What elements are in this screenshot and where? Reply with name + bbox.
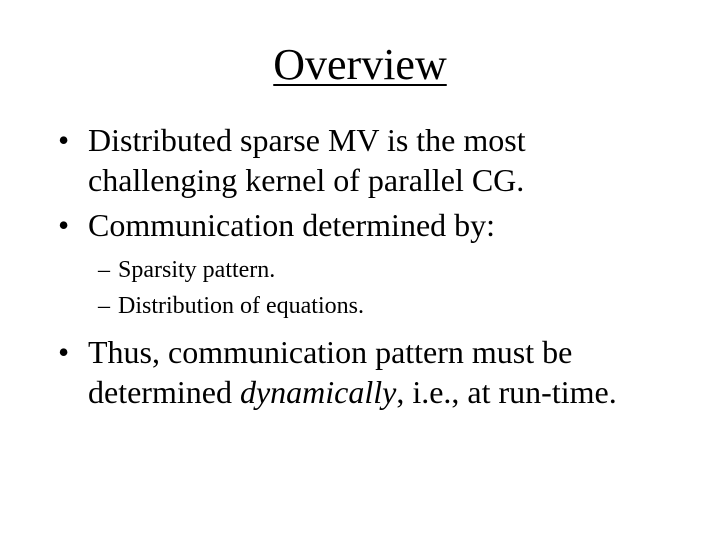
- bullet-line: Distributed sparse MV is the most: [88, 122, 526, 158]
- bullet-line: Communication determined by:: [88, 207, 496, 243]
- bullet-marker: •: [58, 122, 70, 158]
- bullet-text: [88, 205, 688, 245]
- sub-bullet-marker: –: [98, 293, 110, 319]
- bullet-text-segment: , i.e., at run-time.: [396, 374, 617, 410]
- bullet-marker: •: [58, 334, 70, 370]
- sub-bullet-text: Distribution of equations.: [118, 293, 364, 319]
- bullet-line: [88, 372, 688, 412]
- bullet-text: [88, 120, 688, 200]
- bullet-marker: •: [58, 207, 70, 243]
- bullet-text-segment: determined: [88, 374, 240, 410]
- bullet-line: challenging kernel of parallel CG.: [88, 162, 525, 198]
- slide-title: Overview: [273, 40, 447, 89]
- sub-bullet-marker: –: [98, 257, 110, 283]
- bullet-line: Thus, communication pattern must be: [88, 334, 573, 370]
- emphasized-text: dynamically: [239, 374, 397, 410]
- sub-bullet-text: Sparsity pattern.: [118, 257, 276, 283]
- bullet-text: [88, 332, 688, 412]
